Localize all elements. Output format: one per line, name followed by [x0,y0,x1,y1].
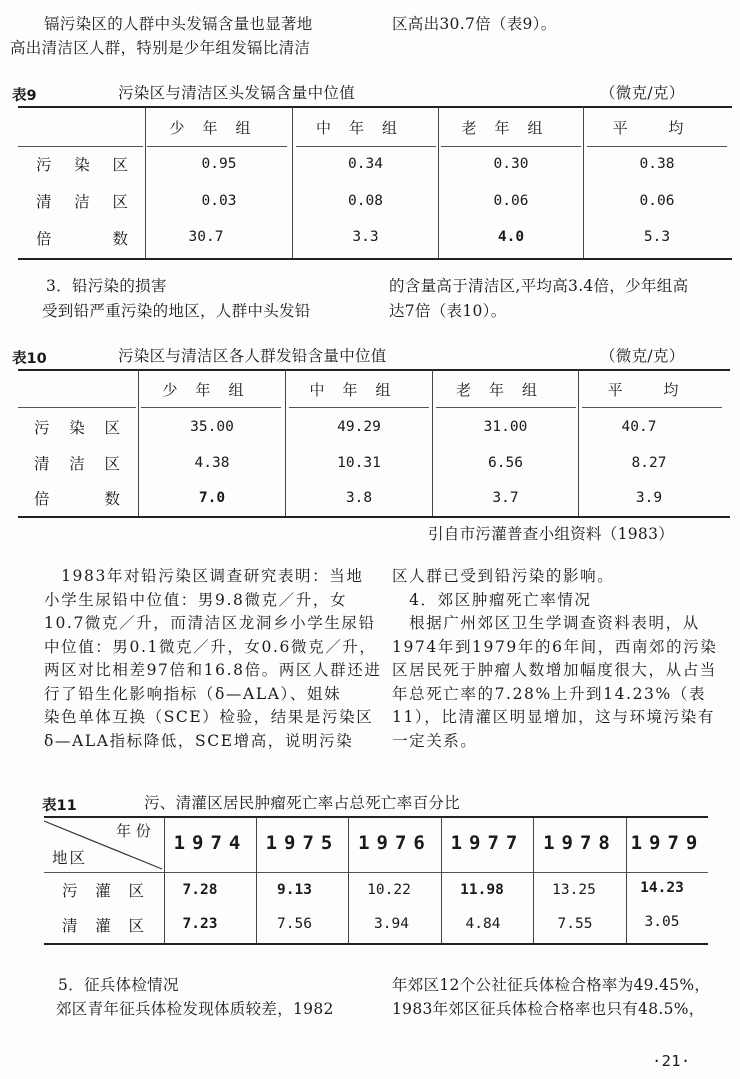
table9-label: 表9 [12,88,37,104]
body-line: 11），比清灌区明显增加，这与环境污染有 [392,708,715,726]
body-line: 区居民死于肿瘤人数增加幅度很大，从占当 [392,661,717,679]
intro-left-line-1: 镉污染区的人群中头发镉含量也显著地 [44,15,313,33]
table10-col-middle: 中年组 [309,381,409,399]
body-line: 1974年到1979年的6年间，西南郊的污染 [392,637,718,656]
table10-cell: 7.0 [198,490,226,506]
section3-heading: 3．铅污染的损害 [46,277,167,295]
table9-cell: 5.3 [643,229,671,245]
table11-cell: 4.84 [465,916,501,932]
table10-cell: 3.9 [635,490,663,506]
section3-right-line-2: 达7倍（表10）。 [389,302,507,320]
table9-cell: 0.08 [348,193,383,209]
body-line: 10.7微克／升，而清洁区龙洞乡小学生尿铅 [44,614,376,632]
table11-cell: 10.22 [367,882,411,898]
table10-col-youth: 少年组 [162,381,262,399]
section3-right-line-1: 的含量高于清洁区,平均高3.4倍，少年组高 [389,277,689,295]
table9-cell: 0.30 [493,156,529,172]
table11-cell: 7.55 [557,916,593,932]
table9-cell: 0.95 [201,156,237,172]
table11-cell: 7.28 [182,882,218,898]
section4-heading: 4．郊区肿瘤死亡率情况 [392,590,592,609]
section3-left-line-1: 受到铅严重污染的地区，人群中头发铅 [42,302,311,320]
section5-left-line-1: 郊区青年征兵体检发现体质较差，1982 [56,1000,334,1018]
table10-cell: 3.8 [345,490,373,506]
table9-cell: 0.38 [639,156,675,172]
table10-cell: 31.00 [483,419,528,435]
table10-cell: 8.27 [631,455,667,471]
body-right-column [392,565,717,753]
table11-year: 1978 [543,832,617,854]
table10-unit: （微克/克） [600,347,685,365]
table10-row-label-clean: 清 洁 区 [34,455,120,473]
body-line: 一定关系。 [392,731,478,750]
table11-cell: 9.13 [277,882,312,898]
table11-corner-year: 年 份 [116,822,151,840]
section5-right-line-1: 年郊区12个公社征兵体检合格率为49.45%， [392,976,711,994]
body-line: 年总死亡率的7.28%上升到14.23%（表 [392,684,707,703]
table10-title: 污染区与清洁区各人群发铅含量中位值 [118,347,387,365]
table9-cell: 0.06 [639,193,675,209]
body-left-column [44,565,381,753]
table11-year: 1976 [358,832,432,854]
table11-cell: 13.25 [552,882,596,898]
table10-row-label-polluted: 污 染 区 [34,419,120,437]
body-line: 小学生尿铅中位值：男9.8微克／升，女 [44,590,348,609]
table11-cell: 11.98 [460,882,504,898]
table11-year: 1974 [173,832,248,854]
table11-cell: 3.05 [644,914,680,930]
table10-col-elderly: 老年组 [455,381,555,399]
table11-row-label-clean-irrigation: 清 灌 区 [62,917,144,935]
table9-cell: 0.03 [201,193,237,209]
section5-heading: 5．征兵体检情况 [58,976,179,994]
table11-cell: 7.56 [277,916,312,932]
table10-cell: 6.56 [488,455,523,471]
table10-cell: 4.38 [194,455,230,471]
table10-row-label-ratio: 倍 数 [34,490,120,508]
table9-cell: 0.06 [493,193,529,209]
page-number: ·21· [652,1052,691,1070]
table9-cell: 0.34 [348,156,383,172]
table9-col-youth: 少年组 [169,119,269,137]
section5-right-line-2: 1983年郊区征兵体检合格率也只有48.5%， [392,1000,705,1018]
intro-left-line-2: 高出清洁区人群，特别是少年组发镉比清洁 [10,39,311,57]
body-line: 区人群已受到铅污染的影响。 [392,567,615,585]
table11-cell: 7.23 [182,916,218,932]
table10-cell: 35.00 [190,419,234,435]
body-line: 中位值：男0.1微克／升，女0.6微克／升， [44,637,377,656]
table9-col-middle: 中年组 [315,119,415,137]
table9-col-average: 平 均 [612,119,702,137]
table10-cell: 49.29 [337,419,381,435]
table10-cell: 40.7 [621,419,657,435]
body-line: 两区对比相差97倍和16.8倍。两区人群还进 [44,661,382,679]
table9-col-elderly: 老年组 [461,119,561,137]
table9-cell: 3.3 [352,229,379,245]
table11-title: 污、清灌区居民肿瘤死亡率占总死亡率百分比 [144,794,461,812]
table10-label: 表10 [12,351,47,367]
table11-row-label-polluted-irrigation: 污 灌 区 [62,882,144,900]
table11-year: 1979 [630,832,705,854]
body-line: 根据广州郊区卫生学调查资料表明，从 [392,614,700,632]
intro-right-line-1: 区高出30.7倍（表9）。 [392,15,557,33]
table9-row-label-polluted: 污 染 区 [36,156,128,174]
table10-col-average: 平 均 [607,381,697,399]
table11-label: 表11 [42,798,77,814]
table10-cell: 10.31 [337,455,381,471]
table10-cell: 3.7 [492,490,519,506]
body-line: δ—ALA指标降低，SCE增高，说明污染 [44,731,354,750]
table10-source: 引自市污灌普查小组资料（1983） [428,525,675,543]
body-line: 1983年对铅污染区调查研究表明：当地 [44,567,364,585]
table9-title: 污染区与清洁区头发镉含量中位值 [118,84,356,102]
table9-cell: 4.0 [497,229,525,245]
table9-cell: 30.7 [188,229,224,245]
body-line: 染色单体互换（SCE）检验，结果是污染区 [44,708,374,726]
table11-year: 1977 [450,832,525,854]
table9-row-label-clean: 清 洁 区 [36,193,128,211]
table11-year: 1975 [265,832,340,854]
table11-corner-region: 地区 [52,849,88,867]
table9-row-label-ratio: 倍 数 [36,230,128,248]
body-line: 行了铅生化影响指标（δ—ALA）、姐妹 [44,684,342,703]
table9-unit: （微克/克） [600,84,685,102]
table11-cell: 3.94 [374,916,409,932]
table11-cell: 14.23 [640,880,684,896]
